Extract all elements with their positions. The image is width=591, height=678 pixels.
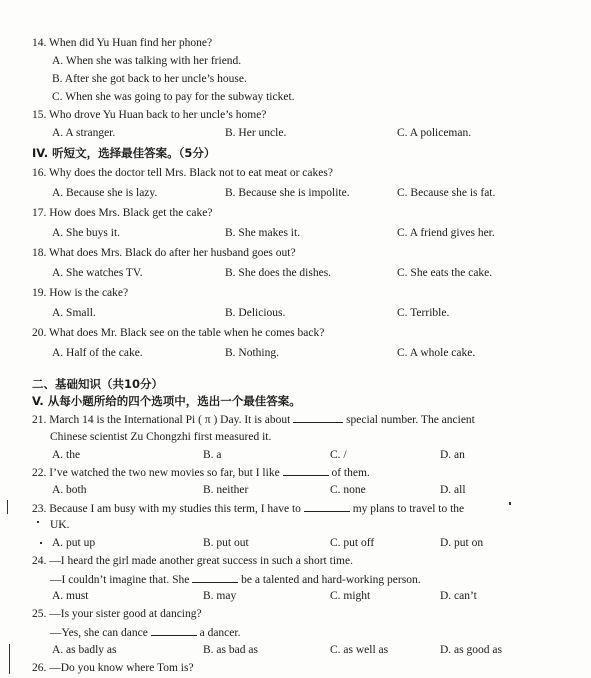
question-25-stem: 25. —Is your sister good at dancing? (32, 608, 202, 620)
question-15-stem: 15. Who drove Yu Huan back to her uncle’s home? (32, 109, 267, 121)
question-18-option-b: B. She does the dishes. (225, 267, 332, 279)
question-17-option-b: B. She makes it. (225, 227, 301, 239)
question-25-option-a: A. as badly as (52, 644, 117, 656)
question-14-option-b: B. After she got back to her uncle’s house. (52, 73, 247, 85)
question-25-option-d: D. as good as (440, 644, 502, 656)
question-18-option-a: A. She watches TV. (52, 267, 143, 279)
question-21-stem-start: 21. March 14 is the International Pi ( π ) Day. It is about (32, 414, 291, 426)
question-23-option-b: B. put out (203, 537, 249, 549)
question-24-option-b: B. may (203, 590, 237, 602)
question-24-line2-end: be a talented and hard-working person. (241, 574, 421, 586)
question-14-option-c: C. When she was going to pay for the subway ticket. (52, 91, 295, 103)
question-16-option-b: B. Because she is impolite. (225, 187, 350, 199)
answer-blank (283, 465, 329, 476)
section-4-heading: IV. 听短文，选择最佳答案。（5分） (32, 146, 216, 160)
question-19-option-c: C. Terrible. (397, 307, 450, 319)
question-17-option-a: A. She buys it. (52, 227, 121, 239)
question-25-line2-end: a dancer. (199, 627, 241, 639)
section-5-heading: V. 从每小题所给的四个选项中，选出一个最佳答案。 (32, 394, 301, 408)
question-25-line2-start: —Yes, she can dance (50, 627, 148, 639)
question-15-option-b: B. Her uncle. (225, 127, 287, 139)
answer-blank (151, 625, 197, 636)
question-24-stem: 24. —I heard the girl made another great success in such a short time. (32, 555, 353, 567)
question-23-option-a: A. put up (52, 537, 96, 549)
question-15-option-a: A. A stranger. (52, 127, 116, 139)
question-16-option-c: C. Because she is fat. (397, 187, 496, 199)
question-23-stem-start: 23. Because I am busy with my studies this term, I have to (32, 503, 301, 515)
question-22-option-d: D. all (440, 484, 466, 496)
question-20-option-b: B. Nothing. (225, 347, 279, 359)
question-22-stem-start: 22. I’ve watched the two new movies so far, but I like (32, 467, 280, 479)
question-22-option-b: B. neither (203, 484, 249, 496)
question-19-option-b: B. Delicious. (225, 307, 286, 319)
question-20-stem: 20. What does Mr. Black see on the table when he comes back? (32, 327, 325, 339)
answer-blank (304, 501, 350, 512)
question-24-option-c: C. might (330, 590, 371, 602)
question-24-stem-line2 (50, 572, 421, 587)
question-15-option-c: C. A policeman. (397, 127, 472, 139)
scan-artifact-dot (37, 521, 39, 523)
question-24-option-a: A. must (52, 590, 89, 602)
question-14-stem: 14. When did Yu Huan find her phone? (32, 37, 213, 49)
question-23-option-d: D. put on (440, 537, 484, 549)
question-17-option-c: C. A friend gives her. (397, 227, 495, 239)
question-22-option-c: C. none (330, 484, 366, 496)
question-21-option-c: C. / (330, 449, 347, 461)
question-19-option-a: A. Small. (52, 307, 96, 319)
scan-artifact-dot (40, 542, 42, 544)
question-19-stem: 19. How is the cake? (32, 287, 129, 299)
question-22-stem (32, 465, 370, 480)
question-16-option-a: A. Because she is lazy. (52, 187, 158, 199)
question-22-option-a: A. both (52, 484, 87, 496)
question-22-stem-end: of them. (331, 467, 370, 479)
question-16-stem: 16. Why does the doctor tell Mrs. Black not to eat meat or cakes? (32, 167, 333, 179)
question-24-option-d: D. can’t (440, 590, 477, 602)
question-20-option-a: A. Half of the cake. (52, 347, 143, 359)
part-2-heading: 二、基础知识（共10分） (32, 377, 164, 391)
question-21-stem-end: special number. The ancient (346, 414, 475, 426)
question-25-stem-line2 (50, 625, 240, 640)
question-23-stem (32, 501, 464, 516)
scan-artifact-line (7, 500, 8, 514)
question-23-stem-end: my plans to travel to the (352, 503, 465, 515)
question-24-line2-start: —I couldn’t imagine that. She (50, 574, 190, 586)
question-23-stem-line2: UK. (50, 519, 70, 531)
question-21-option-b: B. a (203, 449, 222, 461)
question-21-option-d: D. an (440, 449, 465, 461)
question-25-option-b: B. as bad as (203, 644, 258, 656)
answer-blank (192, 572, 238, 583)
answer-blank (293, 412, 343, 423)
question-21-stem (32, 412, 475, 427)
question-21-stem-line2: Chinese scientist Zu Chongzhi first measured it. (50, 431, 272, 443)
question-23-option-c: C. put off (330, 537, 375, 549)
question-26-stem: 26. —Do you know where Tom is? (32, 662, 194, 674)
question-18-option-c: C. She eats the cake. (397, 267, 493, 279)
question-14-option-a: A. When she was talking with her friend. (52, 55, 242, 67)
scan-artifact-dot (509, 502, 511, 505)
question-17-stem: 17. How does Mrs. Black get the cake? (32, 207, 213, 219)
question-25-option-c: C. as well as (330, 644, 389, 656)
question-20-option-c: C. A whole cake. (397, 347, 476, 359)
question-18-stem: 18. What does Mrs. Black do after her husband goes out? (32, 247, 296, 259)
question-21-option-a: A. the (52, 449, 81, 461)
scan-artifact-line (9, 644, 10, 674)
